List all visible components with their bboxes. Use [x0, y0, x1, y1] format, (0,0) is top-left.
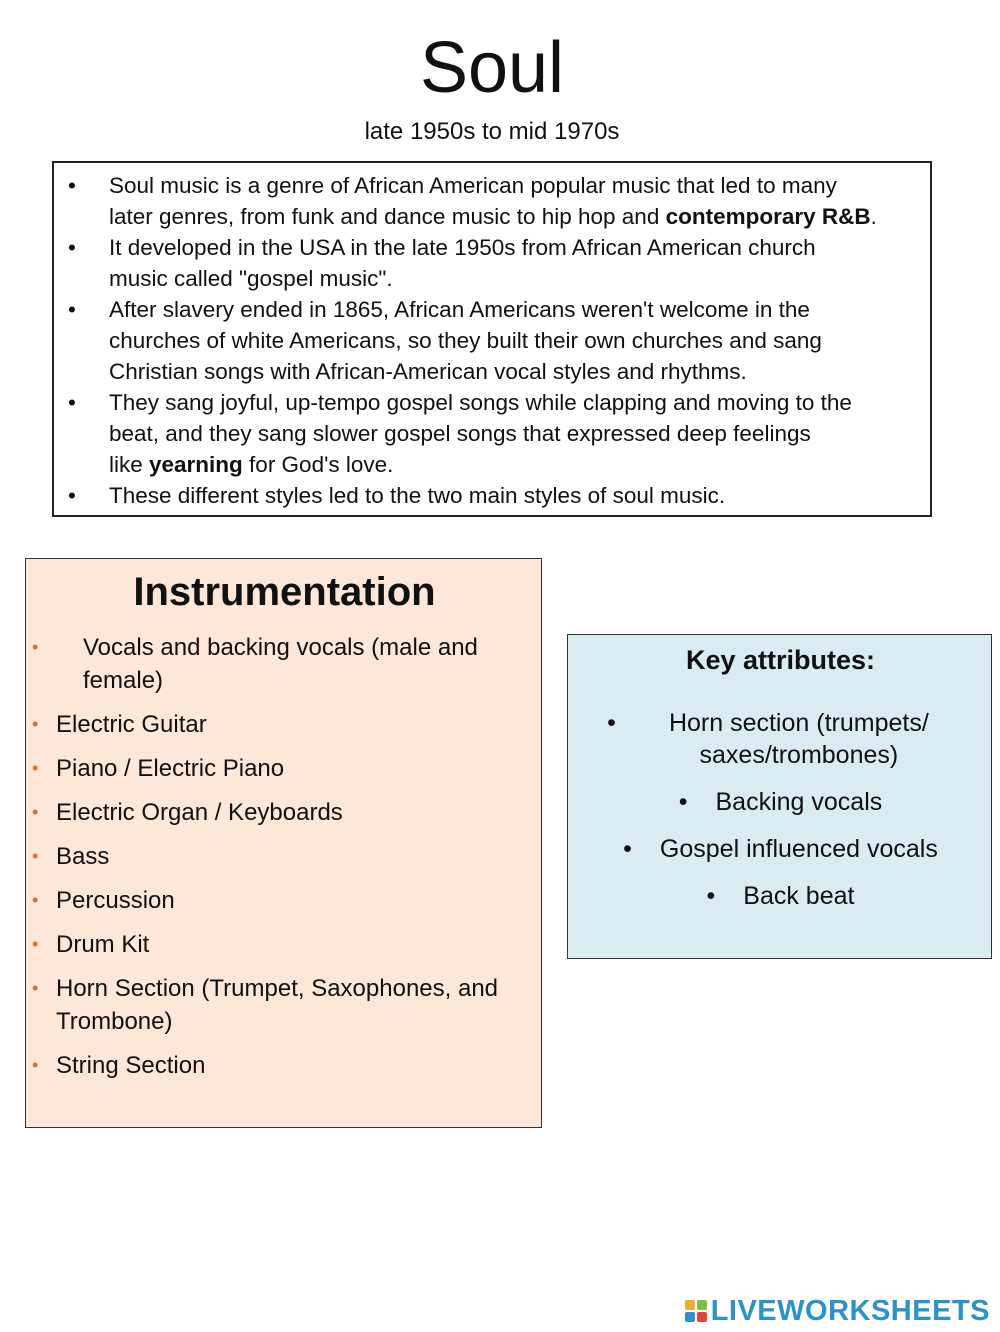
bullet-icon: •	[32, 758, 39, 778]
bullet-icon: •	[706, 882, 716, 910]
bullet-icon: •	[32, 802, 39, 822]
intro-bullet: • They sang joyful, up-tempo gospel songs while clapping and moving to the beat, and they sang slower gospel songs that expressed deep feelings like yearning for God's love.	[64, 387, 910, 480]
bullet-icon: •	[32, 1055, 39, 1075]
bullet-icon: •	[32, 978, 39, 998]
bullet-icon: •	[678, 788, 688, 816]
intro-box	[52, 161, 932, 517]
instrument-item: • Electric Organ / Keyboards	[26, 796, 536, 829]
bullet-icon: •	[32, 846, 39, 866]
bullet-icon: •	[32, 890, 39, 910]
instrument-item: • Drum Kit	[26, 928, 536, 961]
liveworksheets-logo[interactable]	[685, 1294, 990, 1328]
bullet-icon: •	[607, 709, 616, 737]
logo-square	[685, 1312, 695, 1322]
instrument-item: • String Section	[26, 1049, 536, 1082]
instrument-item: • Piano / Electric Piano	[26, 752, 536, 785]
instrument-item: • Horn Section (Trumpet, Saxophones, and Trombone)	[26, 972, 536, 1038]
instrument-item: • Vocals and backing vocals (male and female)	[26, 631, 536, 697]
key-attributes-box	[567, 634, 992, 959]
key-attribute-item: • Back beat	[706, 882, 855, 910]
logo-square	[697, 1300, 707, 1310]
key-attributes-list	[568, 707, 993, 927]
bullet-icon: •	[68, 483, 76, 508]
instrument-item: • Percussion	[26, 884, 536, 917]
key-attribute-item: • Backing vocals	[678, 788, 883, 816]
intro-bullet: • It developed in the USA in the late 1950s from African American church music called "gospel music".	[64, 232, 910, 294]
bullet-icon: •	[68, 173, 76, 198]
intro-list	[54, 163, 930, 511]
instrumentation-title: Instrumentation	[133, 570, 436, 614]
bullet-icon: •	[68, 390, 76, 415]
key-attribute-item: • Horn section (trumpets/ saxes/trombones)	[607, 709, 929, 769]
bullet-icon: •	[68, 235, 76, 260]
intro-bullet: • After slavery ended in 1865, African Americans weren't welcome in the churches of white Americans, so they built their own churches and sang Christian songs with African-American vocal styles and rhythms.	[64, 294, 910, 387]
logo-square	[685, 1300, 695, 1310]
bullet-icon: •	[32, 934, 39, 954]
instrumentation-box	[25, 558, 542, 1128]
instrumentation-list	[26, 631, 536, 1093]
bullet-icon: •	[68, 297, 76, 322]
page-title: Soul	[419, 28, 565, 108]
intro-bullet: • Soul music is a genre of African American popular music that led to many later genres, from funk and dance music to hip hop and contemporary R&B.	[64, 170, 910, 232]
bold-term: contemporary R&B	[665, 204, 871, 229]
logo-text: LIVEWORKSHEETS	[710, 1294, 990, 1327]
key-attributes-title: Key attributes:	[685, 645, 876, 675]
bullet-icon: •	[32, 637, 39, 657]
instrument-item: • Electric Guitar	[26, 708, 536, 741]
key-attribute-item: • Gospel influenced vocals	[623, 835, 938, 863]
bullet-icon: •	[623, 835, 632, 863]
bold-term: yearning	[149, 452, 243, 477]
intro-bullet: • These different styles led to the two main styles of soul music.	[64, 480, 910, 511]
bullet-icon: •	[32, 714, 39, 734]
logo-badge-icon	[685, 1300, 707, 1322]
logo-square	[697, 1312, 707, 1322]
instrument-item: • Bass	[26, 840, 536, 873]
page-subtitle: late 1950s to mid 1970s	[364, 118, 620, 145]
